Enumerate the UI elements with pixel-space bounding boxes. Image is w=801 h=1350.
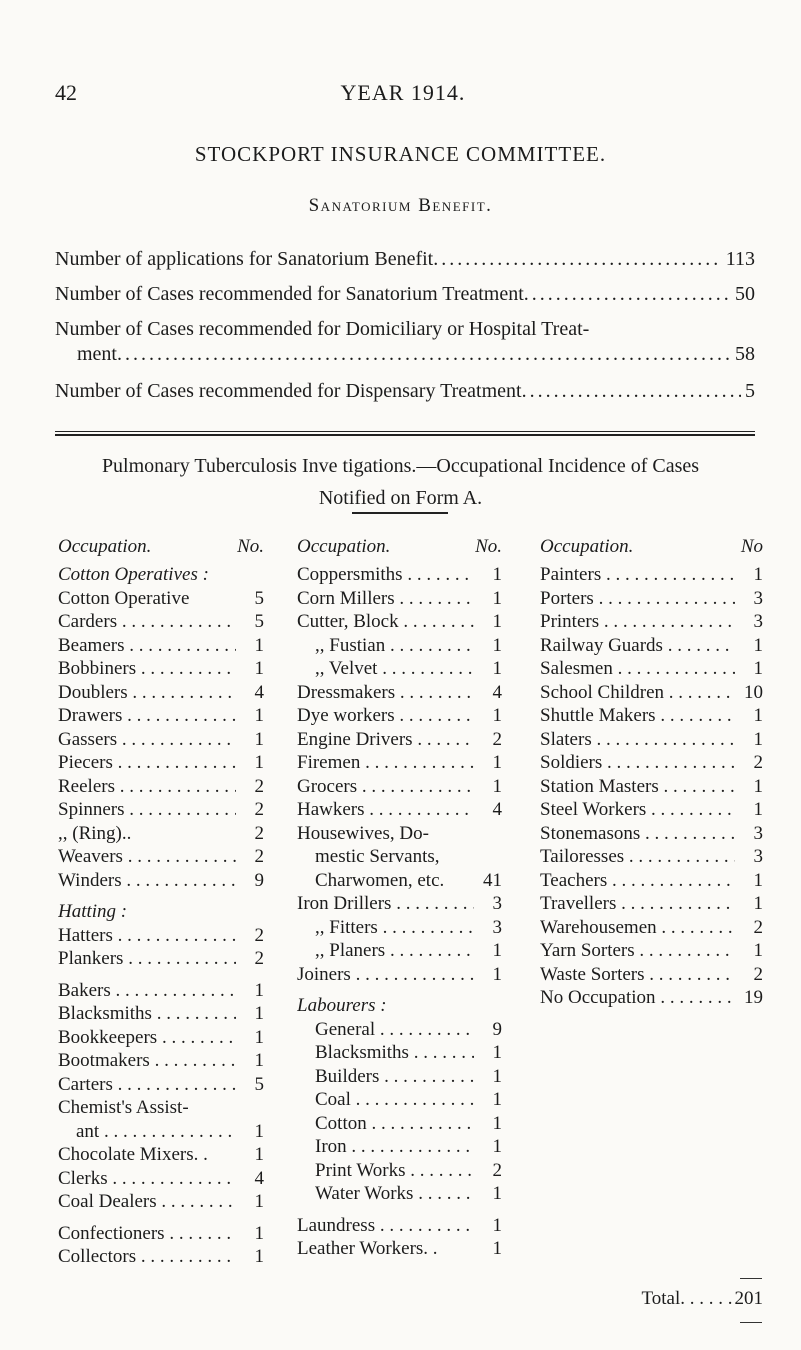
occupation-column-3 (540, 530, 763, 1011)
occupation-row (58, 729, 264, 753)
occupation-name: Leather Workers. . (297, 1238, 438, 1259)
total-rule-top (740, 1278, 762, 1279)
occupation-count: 1 (492, 1183, 502, 1204)
occupation-row (540, 658, 763, 682)
occupation-row (540, 940, 763, 964)
table-title: Pulmonary Tuberculosis Inve tigations.—Occupational Incidence of Cases (101, 455, 700, 477)
total-value: 201 (734, 1288, 763, 1309)
occupation-row (540, 964, 763, 988)
occupation-row (58, 1003, 264, 1027)
summary-row (55, 318, 755, 366)
occupation-row (540, 846, 763, 870)
column-header-number: No. (237, 536, 264, 557)
occupation-name: Drawers . . . (58, 705, 236, 727)
occupation-count: 1 (753, 893, 763, 914)
occupation-name: Chocolate Mixers. . (58, 1144, 208, 1165)
occupation-count: 2 (254, 799, 264, 820)
occupation-row (540, 776, 763, 800)
occupation-name: Gassers . . . (58, 729, 236, 751)
occupation-name: Warehousemen . . . (540, 917, 735, 939)
occupation-name: Travellers . . . (540, 893, 735, 915)
occupation-count: 1 (492, 963, 502, 985)
occupation-row (58, 1191, 264, 1215)
occupation-name: General . . . (297, 1019, 474, 1041)
occupation-count: 1 (492, 705, 502, 726)
occupation-row (540, 564, 763, 588)
summary-label: Number of Cases recommended for Domiciliary or Hospital Treat- (55, 318, 590, 340)
occupation-count: 3 (753, 611, 763, 632)
column-header-number: No (740, 536, 763, 557)
occupation-name: Tailoresses . . . (540, 846, 735, 868)
occupation-count: 1 (254, 1026, 264, 1048)
occupation-row (58, 658, 264, 682)
occupation-row (540, 870, 763, 894)
occupation-name: Reelers . . . (58, 776, 236, 798)
occupation-count: 4 (492, 799, 502, 820)
occupation-row (297, 1089, 502, 1113)
occupation-count: 1 (254, 1191, 264, 1212)
occupation-count: 2 (254, 775, 264, 797)
summary-label: Number of Cases recommended for Sanatorium Treatment (55, 283, 524, 305)
summary-label: Number of applications for Sanatorium Benefit (55, 248, 434, 270)
occupation-count: 2 (492, 728, 502, 750)
summary-value: 5 (745, 380, 755, 402)
table-subtitle: Notified on Form A. (318, 487, 483, 509)
occupation-count: 1 (254, 1050, 264, 1071)
occupation-name: Corn Millers . . . (297, 588, 474, 610)
occupation-row (297, 870, 502, 894)
total-rule-bottom (740, 1322, 762, 1323)
occupation-row (58, 588, 264, 612)
occupation-row (58, 1074, 264, 1098)
subtitle-underline (352, 512, 448, 514)
occupation-count: 1 (492, 1214, 502, 1236)
occupation-count: 1 (492, 1136, 502, 1157)
occupation-count: 1 (254, 1246, 264, 1267)
occupation-name: Collectors . . . (58, 1246, 236, 1268)
column-header-occupation: Occupation. (297, 536, 391, 557)
occupation-row (297, 995, 502, 1019)
summary-value: 58 (735, 343, 755, 365)
occupation-row (297, 752, 502, 776)
occupation-row (297, 588, 502, 612)
occupation-name: Stonemasons . . . (540, 823, 735, 845)
occupation-count: 1 (753, 728, 763, 750)
occupation-count: 19 (744, 987, 763, 1008)
occupation-name: No Occupation . . . (540, 987, 735, 1009)
running-title: YEAR 1914. (340, 80, 466, 105)
occupation-row (540, 987, 763, 1011)
occupation-name: Yarn Sorters . . . (540, 940, 735, 962)
occupation-name: ,, Velvet . . . (297, 658, 474, 680)
occupation-row (58, 705, 264, 729)
page-header (55, 80, 751, 110)
occupation-count: 1 (254, 705, 264, 726)
page-number: 42 (55, 80, 77, 105)
occupation-row (58, 1223, 264, 1247)
occupation-name: Iron Drillers . . . (297, 893, 474, 915)
occupation-row (297, 658, 502, 682)
occupation-count: 3 (753, 822, 763, 844)
occupation-name: Painters . . . (540, 564, 735, 586)
occupation-count: 9 (492, 1018, 502, 1040)
occupation-row (297, 564, 502, 588)
occupation-row (540, 893, 763, 917)
occupation-name: Shuttle Makers . . . (540, 705, 735, 727)
occupation-name: Plankers . . . (58, 948, 236, 970)
occupation-name: Beamers . . . (58, 635, 236, 657)
occupation-row (540, 823, 763, 847)
occupation-row (297, 1183, 502, 1207)
occupation-row (297, 729, 502, 753)
occupation-row (58, 752, 264, 776)
occupation-name: Dye workers . . . (297, 705, 474, 727)
summary-label-cont: ment (77, 343, 117, 365)
occupation-row (58, 799, 264, 823)
occupation-row (58, 564, 264, 588)
occupation-count: 4 (254, 1167, 264, 1189)
occupation-row (540, 588, 763, 612)
occupation-name: Joiners . . . (297, 964, 474, 986)
occupation-row (58, 1050, 264, 1074)
occupation-row (58, 948, 264, 972)
occupation-name: School Children . . . (540, 682, 735, 704)
occupation-name: Confectioners . . . (58, 1223, 236, 1245)
occupation-count: 10 (744, 681, 763, 703)
occupation-count: 1 (492, 658, 502, 679)
occupation-count: 1 (492, 564, 502, 585)
occupation-count: 1 (753, 634, 763, 656)
occupation-row (58, 1144, 264, 1168)
occupation-row (297, 611, 502, 635)
summary-label: Number of Cases recommended for Dispensary Treatment (55, 380, 522, 402)
double-rule-bottom (55, 434, 755, 436)
occupation-name: Coal . . . (297, 1089, 474, 1111)
occupation-row (58, 635, 264, 659)
occupation-name: Housewives, Do- (297, 822, 429, 844)
occupation-row (297, 893, 502, 917)
occupation-name: ,, (Ring).. (58, 822, 132, 844)
occupation-count: 4 (492, 681, 502, 703)
occupation-count: 1 (254, 752, 264, 773)
column-header (540, 530, 763, 564)
occupation-count: 2 (492, 1159, 502, 1181)
summary-value: 50 (735, 283, 755, 305)
occupation-name: Laundress . . . (297, 1215, 474, 1237)
occupation-name: Blacksmiths . . . (58, 1003, 236, 1025)
occupation-row (58, 1097, 264, 1121)
occupation-count: 2 (753, 963, 763, 985)
occupation-count: 2 (753, 916, 763, 938)
occupation-name: Print Works . . . (297, 1160, 474, 1182)
occupation-count: 2 (254, 822, 264, 844)
occupation-count: 1 (492, 752, 502, 773)
occupation-name: Cotton . . . (297, 1113, 474, 1135)
occupation-count: 1 (492, 634, 502, 656)
occupation-count: 1 (753, 869, 763, 891)
occupation-name: Piecers . . . (58, 752, 236, 774)
occupation-name: Printers . . . (540, 611, 735, 633)
occupation-row (297, 705, 502, 729)
occupation-name: Cutter, Block . . . (297, 611, 474, 633)
occupation-count: 1 (254, 1120, 264, 1142)
column-header (297, 530, 502, 564)
summary-row (55, 248, 755, 271)
occupation-row (540, 705, 763, 729)
occupation-name: Carters . . . (58, 1074, 236, 1096)
occupation-count: 5 (254, 611, 264, 632)
occupation-name: ,, Fustian . . . (297, 635, 474, 657)
committee-title: STOCKPORT INSURANCE COMMITTEE. (194, 142, 607, 166)
occupation-row (297, 1113, 502, 1137)
occupation-name: Slaters . . . (540, 729, 735, 751)
occupation-count: 1 (753, 940, 763, 961)
occupation-name: Steel Workers . . . (540, 799, 735, 821)
occupation-name: Waste Sorters . . . (540, 964, 735, 986)
occupation-row (58, 823, 264, 847)
column-header-occupation: Occupation. (540, 536, 634, 557)
occupation-count: 1 (492, 1112, 502, 1134)
occupation-name: Bookkeepers . . . (58, 1027, 236, 1049)
occupation-name: Labourers : (297, 995, 387, 1016)
occupation-count: 9 (254, 869, 264, 891)
double-rule-top (55, 431, 755, 432)
occupation-row (540, 682, 763, 706)
occupation-name: Bakers . . . (58, 980, 236, 1002)
occupation-row (297, 1019, 502, 1043)
occupation-count: 1 (753, 658, 763, 679)
occupation-name: ant . . . (58, 1121, 236, 1143)
occupation-name: Firemen . . . (297, 752, 474, 774)
occupation-count: 1 (492, 775, 502, 797)
occupation-name: Salesmen . . . (540, 658, 735, 680)
occupation-name: Chemist's Assist- (58, 1097, 189, 1118)
column-header-number: No. (475, 536, 502, 557)
occupation-count: 3 (492, 893, 502, 914)
occupation-row (540, 611, 763, 635)
occupation-name: Iron . . . (297, 1136, 474, 1158)
occupation-name: Dressmakers . . . (297, 682, 474, 704)
occupation-count: 2 (753, 752, 763, 773)
occupation-row (58, 1246, 264, 1270)
occupation-row (58, 1168, 264, 1192)
occupation-name: Coppersmiths . . . (297, 564, 474, 586)
occupation-name: Charwomen, etc. (315, 869, 445, 891)
occupation-row (58, 901, 264, 925)
occupation-row (297, 682, 502, 706)
occupation-name: Blacksmiths . . . (297, 1042, 474, 1064)
total-label: Total. . . . . . (641, 1288, 733, 1309)
occupation-name: Clerks . . . (58, 1168, 236, 1190)
occupation-name: Grocers . . . (297, 776, 474, 798)
occupation-count: 1 (753, 705, 763, 726)
occupation-row (540, 729, 763, 753)
occupation-row (297, 1042, 502, 1066)
occupation-count: 1 (254, 1222, 264, 1244)
occupation-name: Weavers . . . (58, 846, 236, 868)
column-header (58, 530, 264, 564)
occupation-row (58, 776, 264, 800)
occupation-name: Engine Drivers . . . (297, 729, 474, 751)
occupation-count: 1 (492, 1238, 502, 1259)
occupation-count: 3 (492, 916, 502, 938)
occupation-count: 1 (753, 564, 763, 585)
occupation-name: ,, Planers . . . (297, 940, 474, 962)
occupation-count: 1 (254, 979, 264, 1001)
occupation-name: Cotton Operatives : (58, 564, 209, 585)
occupation-count: 1 (753, 799, 763, 820)
total-row (570, 1288, 763, 1310)
occupation-count: 5 (254, 587, 264, 609)
occupation-row (58, 925, 264, 949)
occupation-row (297, 799, 502, 823)
occupation-row (297, 635, 502, 659)
occupation-count: 1 (492, 1042, 502, 1063)
occupation-count: 1 (492, 611, 502, 632)
occupation-row (58, 980, 264, 1004)
column-header-occupation: Occupation. (58, 536, 152, 557)
summary-row (55, 283, 755, 306)
occupation-name: Teachers . . . (540, 870, 735, 892)
occupation-name: Water Works . . . (297, 1183, 474, 1205)
occupation-count: 1 (254, 728, 264, 750)
occupation-row (58, 1027, 264, 1051)
occupation-count: 3 (753, 846, 763, 867)
occupation-name: Hatting : (58, 901, 128, 922)
occupation-name: Carders . . . (58, 611, 236, 633)
occupation-count: 4 (254, 681, 264, 703)
occupation-name: Hatters . . . (58, 925, 236, 947)
occupation-row (297, 846, 502, 870)
occupation-count: 1 (753, 775, 763, 797)
occupation-row (297, 823, 502, 847)
occupation-name: Builders . . . (297, 1066, 474, 1088)
occupation-count: 1 (254, 658, 264, 679)
occupation-row (297, 1066, 502, 1090)
occupation-name: Hawkers . . . (297, 799, 474, 821)
occupation-row (58, 611, 264, 635)
occupation-name: Porters . . . (540, 588, 735, 610)
occupation-name: Winders . . . (58, 870, 236, 892)
summary-value: 113 (725, 248, 755, 270)
occupation-name: mestic Servants, (315, 846, 440, 867)
occupation-count: 1 (492, 940, 502, 961)
occupation-row (540, 752, 763, 776)
occupation-count: 2 (254, 948, 264, 969)
occupation-count: 1 (254, 634, 264, 656)
occupation-row (540, 635, 763, 659)
occupation-column-1 (58, 530, 264, 1270)
occupation-row (58, 1121, 264, 1145)
occupation-name: Bootmakers . . . (58, 1050, 236, 1072)
occupation-name: Station Masters . . . (540, 776, 735, 798)
occupation-count: 1 (254, 1144, 264, 1165)
occupation-count: 3 (753, 587, 763, 609)
occupation-row (540, 799, 763, 823)
occupation-name: Railway Guards . . . (540, 635, 735, 657)
occupation-name: Spinners . . . (58, 799, 236, 821)
occupation-count: 2 (254, 924, 264, 946)
occupation-name: Cotton Operative (58, 587, 190, 609)
occupation-row (297, 1238, 502, 1262)
occupation-row (58, 846, 264, 870)
occupation-row (297, 1160, 502, 1184)
occupation-count: 41 (483, 869, 502, 891)
occupation-name: Doublers . . . (58, 682, 236, 704)
occupation-name: Soldiers . . . (540, 752, 735, 774)
summary-row (55, 380, 755, 403)
occupation-column-2 (297, 530, 502, 1262)
occupation-row (297, 917, 502, 941)
occupation-name: Bobbiners . . . (58, 658, 236, 680)
occupation-count: 5 (254, 1073, 264, 1095)
occupation-count: 1 (492, 1089, 502, 1110)
occupation-row (297, 940, 502, 964)
occupation-count: 1 (492, 1065, 502, 1087)
occupation-row (297, 1215, 502, 1239)
occupation-row (58, 870, 264, 894)
occupation-name: ,, Fitters . . . (297, 917, 474, 939)
occupation-row (297, 964, 502, 988)
occupation-row (58, 682, 264, 706)
occupation-count: 1 (492, 587, 502, 609)
occupation-count: 2 (254, 846, 264, 867)
occupation-row (540, 917, 763, 941)
occupation-row (297, 1136, 502, 1160)
occupation-row (297, 776, 502, 800)
occupation-count: 1 (254, 1003, 264, 1024)
occupation-name: Coal Dealers . . . (58, 1191, 236, 1213)
section-title: Sanatorium Benefit. (308, 195, 493, 216)
